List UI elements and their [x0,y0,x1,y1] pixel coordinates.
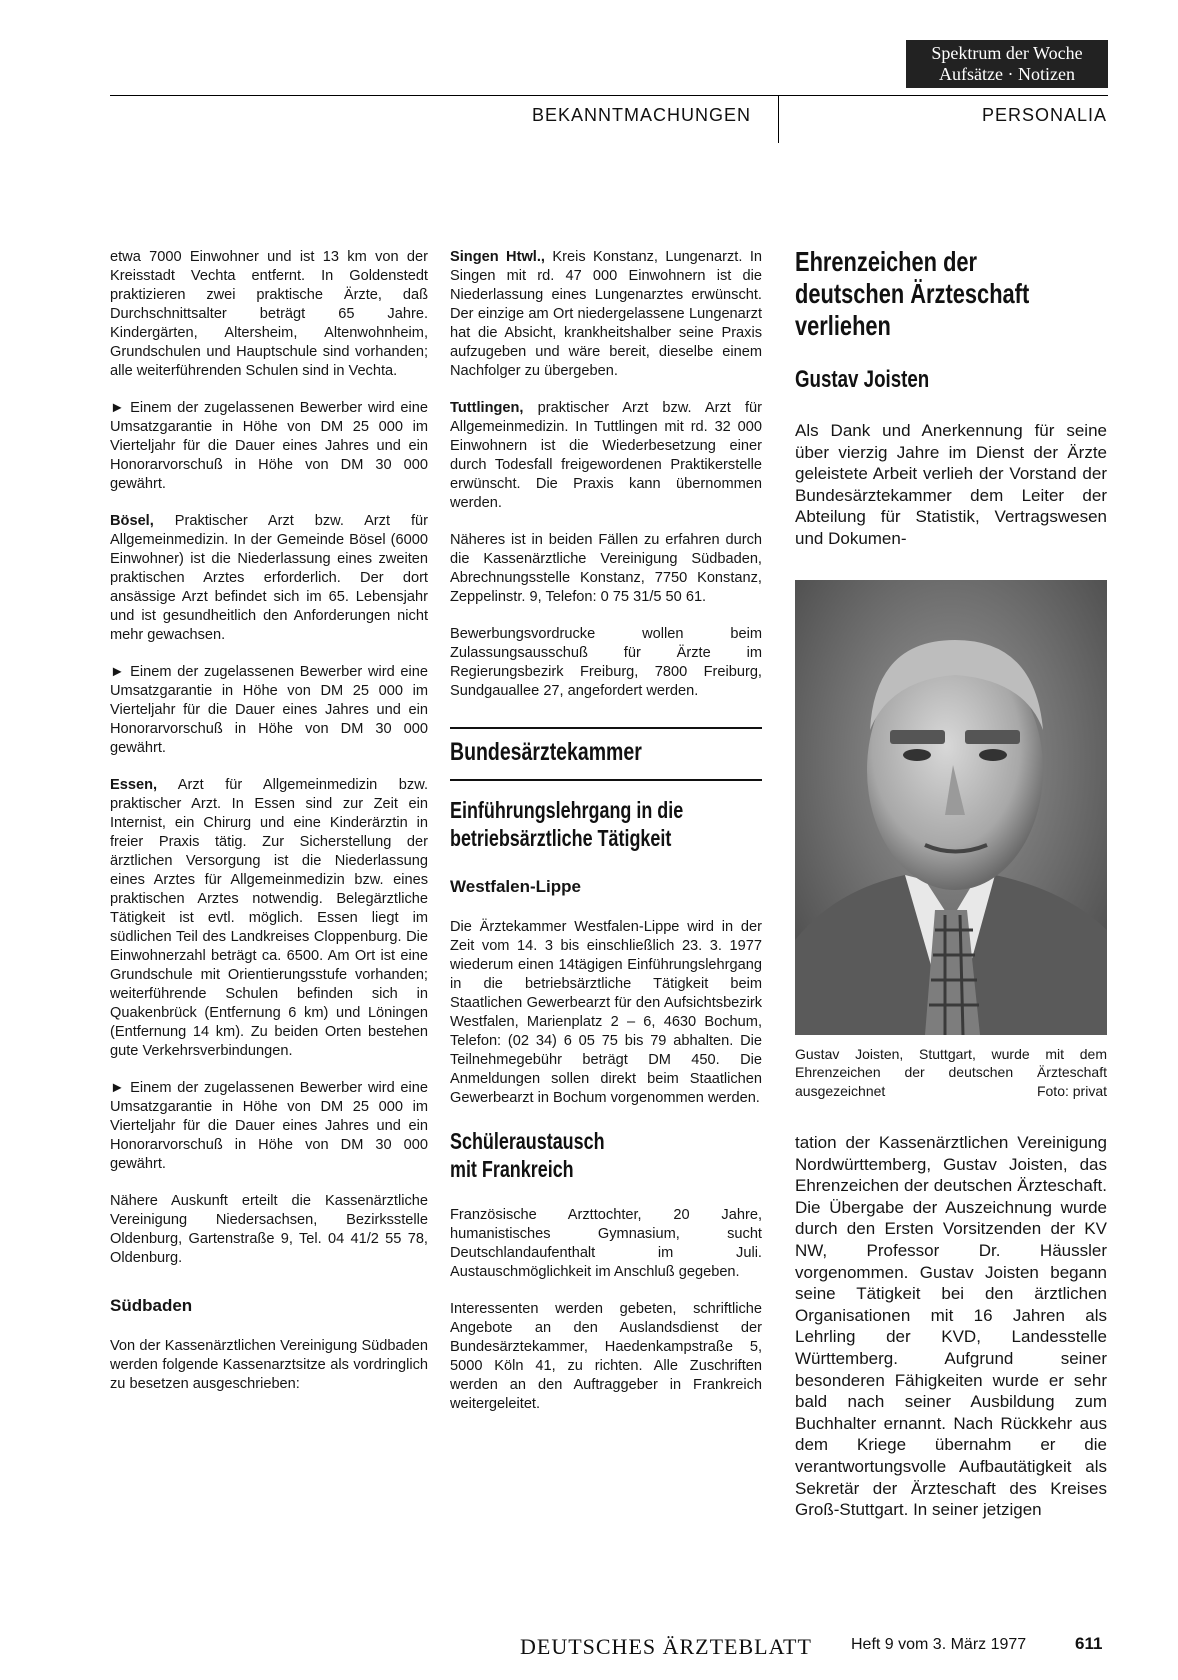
caption-text: Gustav Joisten, Stuttgart, wurde mit dem Ehrenzeichen der deutschen Ärzteschaft ausgezeichnet [795,1046,1107,1099]
column-1 [110,248,428,1412]
paragraph: Näheres ist in beiden Fällen zu erfahren durch die Kassenärztliche Vereinigung Südbaden, Abrechnungsstelle Konstanz, 7750 Konstanz, Zeppelinstr. 9, Telefon: 0 75 31/5 50 61. [450,532,762,605]
masthead-badge [906,40,1108,88]
paragraph: Von der Kassenärztlichen Vereinigung Südbaden werden folgende Kassenarztsitze als vordringlich zu besetzen ausgeschrieben: [110,1338,428,1392]
paragraph: Essen, Arzt für Allgemeinmedizin bzw. praktischer Arzt. In Essen sind zur Zeit ein Internist, ein Chirurg und eine Kinderärztin in freier Praxis tätig. Zur Sicherstellung der ärztlichen Versorgung ist die Niederlassung eines Arztes für Allgemeinmedizin bzw. eines praktischen Arztes notwendig. Belegärztliche Tätigkeit ist evtl. möglich. Essen liegt im südlichen Teil des Landkreises Cloppenburg. Die Einwohnerzahl beträgt ca. 6500. Am Ort ist eine Grundschule mit Orientierungsstufe vorhanden; weiterführende Schulen befinden sich in Quakenbrück (Entfernung 6 km) und Löningen (Entfernung 14 km). Zu beiden Orten bestehen gute Verkehrsverbindungen. [110,777,428,1059]
page-number: 611 [1075,1634,1103,1653]
heading-rule-top [450,727,762,729]
personalia-title [795,246,1107,396]
heading-rule-bottom [450,779,762,781]
section-label-personalia: PERSONALIA [982,105,1108,125]
subheading-westfalen-lippe: Westfalen-Lippe [450,877,581,896]
paragraph: Singen Htwl., Kreis Konstanz, Lungenarzt. In Singen mit rd. 47 000 Einwohnern ist die Niederlassung eines Lungenarztes erwünscht. Der einzige am Ort niedergelassene Lungenarzt hat die Absicht, krankheitshalber seine Praxis aufzugeben und wäre bereit, dieselbe einem Nachfolger zu übergeben. [450,249,762,379]
personalia-title-line2: deutschen Ärzteschaft [795,278,1030,309]
heading-schueleraustausch-1: Schüleraustausch [450,1128,605,1154]
paragraph: ► Einem der zugelassenen Bewerber wird eine Umsatzgarantie in Höhe von DM 25 000 im Vierteljahr für die Dauer eines Jahres und ein Honorarvorschuß in Höhe von DM 30 000 gewährt. [110,1080,428,1172]
masthead-line2: Aufsätze · Notizen [939,64,1075,84]
paragraph: tation der Kassenärztlichen Vereinigung Nordwürttemberg, Gustav Joisten, das Ehrenzeichen der deutschen Ärzteschaft. Die Übergabe der Auszeichnung wurde durch den Ersten Vorsitzenden der KV NW, Professor Dr. Häussler vorgenommen. Gustav Joisten begann seine Tätigkeit bei den ärztlichen Organisationen mit 16 Jahren als Lehrling der KVD, Landesstelle Württemberg. Aufgrund seiner besonderen Fähigkeiten wurde er sehr bald nach seiner Ausbildung zum Buchhalter ernannt. Nach Rückkehr aus dem Kriege übernahm er die verantwortungsvolle Aufbautätigkeit als Sekretär der Ärzteschaft des Kreises Groß-Stuttgart. In seiner jetzigen [795,1133,1107,1520]
paragraph: Bösel, Praktischer Arzt bzw. Arzt für Allgemeinmedizin. In der Gemeinde Bösel (6000 Einwohner) ist die Niederlassung eines zweiten praktischen Arztes erforderlich. Der dort ansässige Arzt befindet sich im 65. Lebensjahr und ist gesundheitlich den Anforderungen nicht mehr gewachsen. [110,513,428,643]
place-name: Singen Htwl., [450,249,545,265]
paragraph: Interessenten werden gebeten, schriftliche Angebote an den Auslandsdienst der Bundesärztekammer, Haedenkampstraße 5, 5000 Köln 41, zu richten. Alle Zuschriften werden an den Auftraggeber in Frankreich weitergeleitet. [450,1301,762,1412]
paragraph: Die Ärztekammer Westfalen-Lippe wird in der Zeit vom 14. 3 bis einschließlich 23. 3. 1977 wiederum einen 14tägigen Einführungslehrgang in die betriebsärztliche Tätigkeit beim Staatlichen Gewerbearzt für den Aufsichtsbezirk Westfalen, Marienplatz 2 – 6, 4630 Bochum, Telefon: (02 34) 6 05 75 bis 79 abhalten. Die Teilnehmegebühr beträgt DM 450. Die Anmeldungen sollen direkt beim Staatlichen Gewerbearzt in Bochum vorgenommen werden. [450,919,762,1106]
photo-credit: Foto: privat [1036,1082,1107,1099]
header-rule [110,95,1108,96]
paragraph: ► Einem der zugelassenen Bewerber wird eine Umsatzgarantie in Höhe von DM 25 000 im Vierteljahr für die Dauer eines Jahres und ein Honorarvorschuß in Höhe von DM 30 000 gewährt. [110,400,428,492]
paragraph: Nähere Auskunft erteilt die Kassenärztliche Vereinigung Niedersachsen, Bezirksstelle Oldenburg, Gartenstraße 9, Tel. 04 41/2 55 78, Oldenburg. [110,1193,428,1266]
personalia-title-line1: Ehrenzeichen der [795,246,978,277]
paragraph: Bewerbungsvordrucke wollen beim Zulassungsausschuß für Ärzte im Regierungsbezirk Freiburg, 7800 Freiburg, Sundgauallee 27, angefordert werden. [450,626,762,699]
footer-issue: Heft 9 vom 3. März 1977 [851,1636,1027,1653]
footer-journal-title: DEUTSCHES ÄRZTEBLATT [520,1634,812,1659]
heading-einfuehrungslehrgang-2: betriebsärztliche Tätigkeit [450,825,672,851]
heading-bundesaerztekammer: Bundesärztekammer [450,738,642,766]
column-3-continuation [795,1132,1107,1521]
paragraph: Als Dank und Anerkennung für seine über vierzig Jahre im Dienst der Ärzte geleistete Arbeit verlieh der Vorstand der Bundesärztekammer dem Leiter der Abteilung für Statistik, Vertragswesen und Dokumen- [795,421,1107,548]
header-column-divider [778,95,779,143]
heading-einfuehrungslehrgang-1: Einführungslehrgang in die [450,797,684,823]
column-3-intro [795,420,1107,550]
photo-caption [795,1045,1107,1100]
place-name: Essen, [110,777,158,793]
paragraph: Tuttlingen, praktischer Arzt bzw. Arzt für Allgemeinmedizin. In Tuttlingen mit rd. 32 000 Einwohnern ist die Wiederbesetzung einer durch Todesfall freigewordenen Praktikerstelle erwünscht. Die Praxis kann übernommen werden. [450,400,762,511]
person-name: Gustav Joisten [795,366,930,393]
portrait-photo [795,580,1107,1035]
paragraph: Französische Arzttochter, 20 Jahre, humanistisches Gymnasium, sucht Deutschlandaufenthalt im Juli. Austauschmöglichkeit im Anschluß gegeben. [450,1207,762,1280]
heading-schueleraustausch-2: mit Frankreich [450,1156,574,1182]
place-name: Tuttlingen, [450,400,524,416]
paragraph: etwa 7000 Einwohner und ist 13 km von der Kreisstadt Vechta entfernt. In Goldenstedt praktizieren zwei praktische Ärzte, daß Durchschnittsalter beträgt 65 Jahre. Kindergärten, Altersheim, Altenwohnheim, Grundschulen und Hauptschule sind vorhanden; alle weiterführenden Schulen sind in Vechta. [110,249,428,379]
masthead-line1: Spektrum der Woche [931,43,1083,63]
column-2 [450,248,762,1432]
portrait-illustration [795,580,1107,1035]
subheading-suedbaden: Südbaden [110,1296,193,1315]
place-name: Bösel, [110,513,154,529]
paragraph: ► Einem der zugelassenen Bewerber wird eine Umsatzgarantie in Höhe von DM 25 000 im Vierteljahr für die Dauer eines Jahres und ein Honorarvorschuß in Höhe von DM 30 000 gewährt. [110,664,428,756]
section-label-bekanntmachungen: BEKANNTMACHUNGEN [532,105,752,125]
personalia-title-line3: verliehen [795,310,891,341]
